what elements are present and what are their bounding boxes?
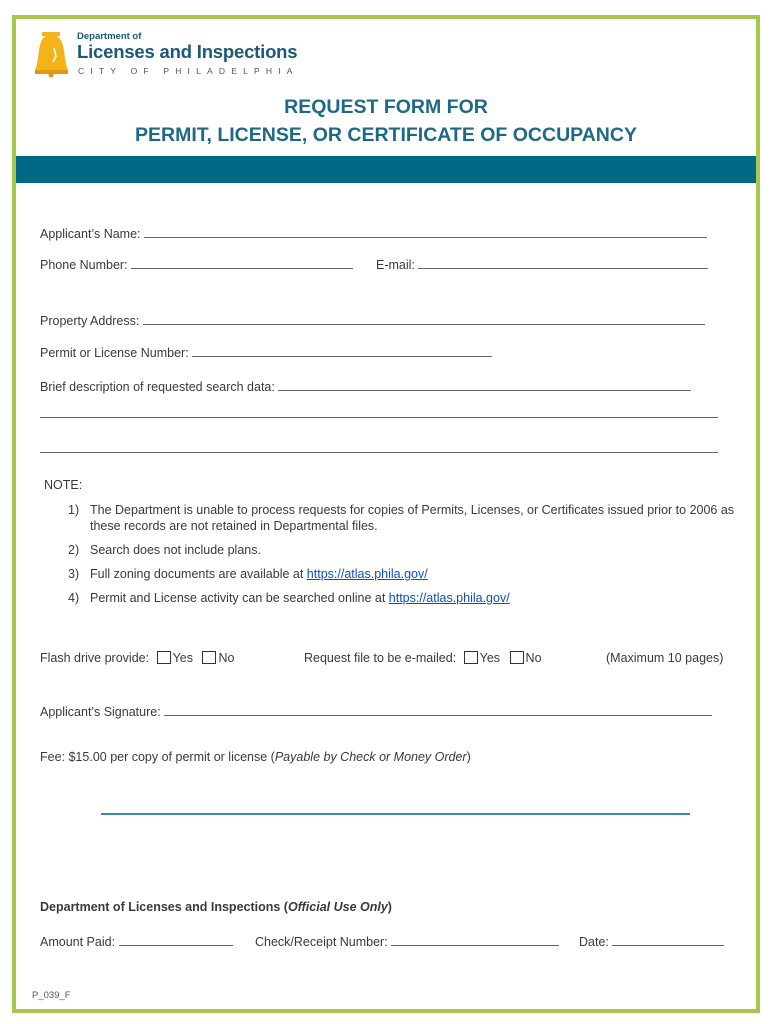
- fee-text: [40, 750, 471, 764]
- flash-drive-label: Flash drive provide:: [40, 651, 150, 665]
- note-text: [90, 566, 750, 582]
- email-row: [376, 256, 708, 272]
- flash-no-label: No: [218, 651, 235, 665]
- applicant-name-row: [40, 225, 707, 241]
- email-file-label: Request file to be e-mailed:: [304, 651, 457, 665]
- flash-drive-row: [40, 651, 234, 665]
- email-no-checkbox[interactable]: [510, 651, 524, 664]
- signature-label: Applicant’s Signature:: [40, 705, 161, 719]
- email-no-label: No: [525, 651, 542, 665]
- note-number: 2): [68, 543, 80, 557]
- max-pages-note: (Maximum 10 pages): [606, 651, 724, 665]
- note-number: 4): [68, 591, 80, 605]
- official-heading-italic: Official Use Only: [287, 900, 388, 914]
- flash-yes-checkbox[interactable]: [157, 651, 171, 664]
- permit-number-label: Permit or License Number:: [40, 346, 189, 360]
- email-file-row: [304, 651, 542, 665]
- fee-prefix: Fee: $15.00 per copy of permit or license (: [40, 750, 275, 764]
- phone-row: [40, 256, 353, 272]
- permit-number-row: [40, 344, 492, 360]
- official-use-heading: [40, 900, 392, 914]
- property-address-row: [40, 312, 705, 328]
- note-number: 3): [68, 567, 80, 581]
- email-field[interactable]: [418, 256, 708, 269]
- note-number: 1): [68, 503, 80, 517]
- check-number-field[interactable]: [391, 933, 559, 946]
- amount-paid-field[interactable]: [119, 933, 233, 946]
- applicant-name-field[interactable]: [144, 225, 707, 238]
- description-field[interactable]: [278, 378, 691, 391]
- note-text: [90, 590, 750, 606]
- description-line-2[interactable]: [40, 417, 718, 418]
- atlas-link[interactable]: https://atlas.phila.gov/: [306, 567, 428, 581]
- flash-yes-label: Yes: [172, 651, 193, 665]
- logo-name: Licenses and Inspections: [77, 41, 298, 62]
- header-band: [16, 156, 756, 183]
- note-text-body: Full zoning documents are available at: [90, 567, 307, 581]
- note-text: Search does not include plans.: [90, 543, 261, 557]
- logo: [34, 28, 304, 80]
- form-code: P_039_F: [32, 990, 71, 1001]
- email-label: E-mail:: [376, 258, 415, 272]
- phone-field[interactable]: [131, 256, 353, 269]
- form-title-line2: PERMIT, LICENSE, OR CERTIFICATE OF OCCUPANCY: [135, 124, 637, 146]
- signature-field[interactable]: [164, 703, 712, 716]
- email-yes-checkbox[interactable]: [464, 651, 478, 664]
- property-address-label: Property Address:: [40, 314, 140, 328]
- flash-no-checkbox[interactable]: [202, 651, 216, 664]
- date-row: [579, 933, 724, 949]
- date-field[interactable]: [612, 933, 724, 946]
- email-yes-label: Yes: [479, 651, 501, 665]
- divider-rule: [101, 813, 690, 815]
- form-title-line1: REQUEST FORM FOR: [284, 96, 488, 118]
- permit-number-field[interactable]: [192, 344, 492, 357]
- property-address-field[interactable]: [143, 312, 705, 325]
- description-line-3[interactable]: [40, 452, 718, 453]
- note-text: The Department is unable to process requests for copies of Permits, Licenses, or Certificates issued prior to 2006 as these records are not retained in Departmental files.: [90, 503, 735, 533]
- official-heading-suffix: ): [387, 900, 392, 914]
- official-heading-text: Department of Licenses and Inspections (: [40, 900, 288, 914]
- check-number-row: [255, 933, 559, 949]
- check-number-label: Check/Receipt Number:: [255, 935, 388, 949]
- note-text-body: Permit and License activity can be searched online at: [90, 591, 389, 605]
- description-row: [40, 378, 691, 394]
- phone-label: Phone Number:: [40, 258, 128, 272]
- atlas-link[interactable]: https://atlas.phila.gov/: [388, 591, 510, 605]
- amount-paid-label: Amount Paid:: [40, 935, 116, 949]
- liberty-bell-icon: [34, 28, 74, 78]
- logo-city: CITY OF PHILADELPHIA: [78, 66, 299, 76]
- description-label: Brief description of requested search data:: [40, 380, 275, 394]
- date-label: Date:: [579, 935, 609, 949]
- note-item: [68, 502, 748, 536]
- logo-dept: Department of: [77, 31, 142, 42]
- note-heading: NOTE:: [44, 478, 83, 492]
- fee-suffix: ): [466, 750, 471, 764]
- signature-row: [40, 703, 712, 719]
- amount-paid-row: [40, 933, 233, 949]
- applicant-name-label: Applicant’s Name:: [40, 227, 141, 241]
- fee-payment-method: Payable by Check or Money Order: [274, 750, 467, 764]
